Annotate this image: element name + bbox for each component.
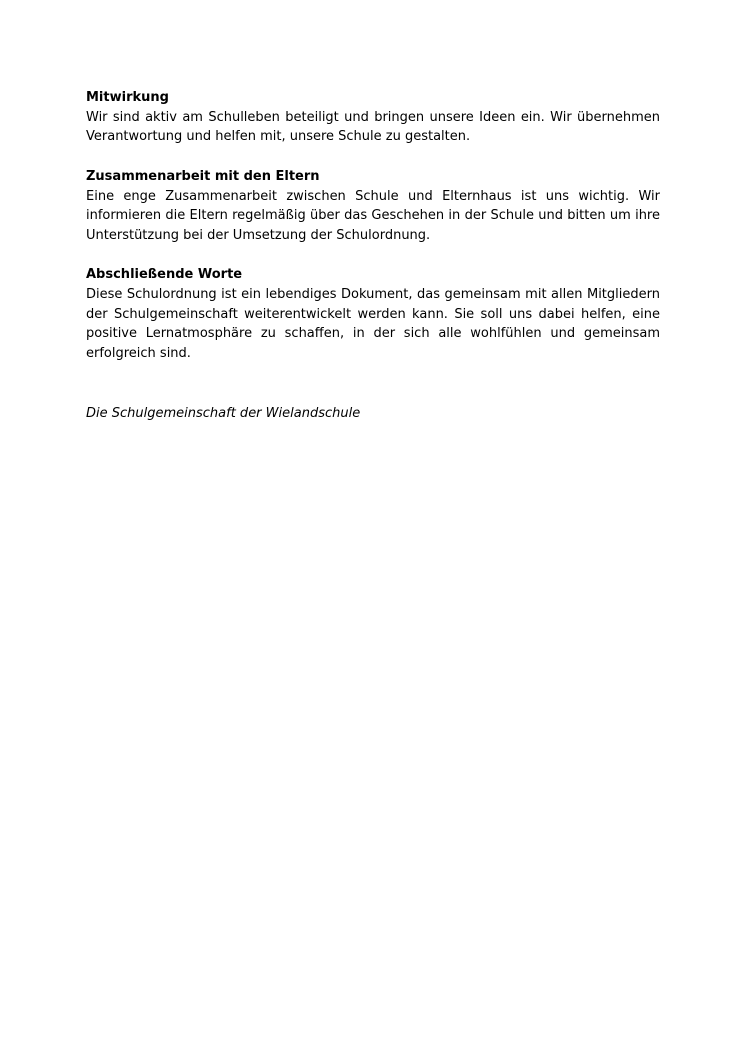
section-heading: Mitwirkung <box>86 90 169 105</box>
section-zusammenarbeit <box>86 167 660 246</box>
section-mitwirkung <box>86 88 660 147</box>
section-heading: Abschließende Worte <box>86 267 243 283</box>
document-page <box>86 88 660 437</box>
section-heading: Zusammenarbeit mit den Eltern <box>86 168 320 184</box>
section-paragraph: Eine enge Zusammenarbeit zwischen Schule und Elternhaus ist uns wichtig. Wir informieren die Eltern regelmäßig über das Geschehen in der Schule und bitten um ihre Unterstützung bei der Umsetzung der Schulordnung. <box>86 188 660 243</box>
section-abschliessende-worte <box>86 265 660 364</box>
section-paragraph: Wir sind aktiv am Schulleben beteiligt und bringen unsere Ideen ein. Wir übernehmen Verantwortung und helfen mit, unsere Schule zu gestalten. <box>86 109 660 145</box>
section-paragraph: Diese Schulordnung ist ein lebendiges Dokument, das gemeinsam mit allen Mitgliedern der Schulgemeinschaft weiterentwickelt werden kann. Sie soll uns dabei helfen, eine positive Lernatmosphäre zu schaffen, in der sich alle wohlfühlen und gemeinsam erfolgreich sind. <box>86 287 660 362</box>
signature-line: Die Schulgemeinschaft der Wielandschule <box>86 405 361 421</box>
